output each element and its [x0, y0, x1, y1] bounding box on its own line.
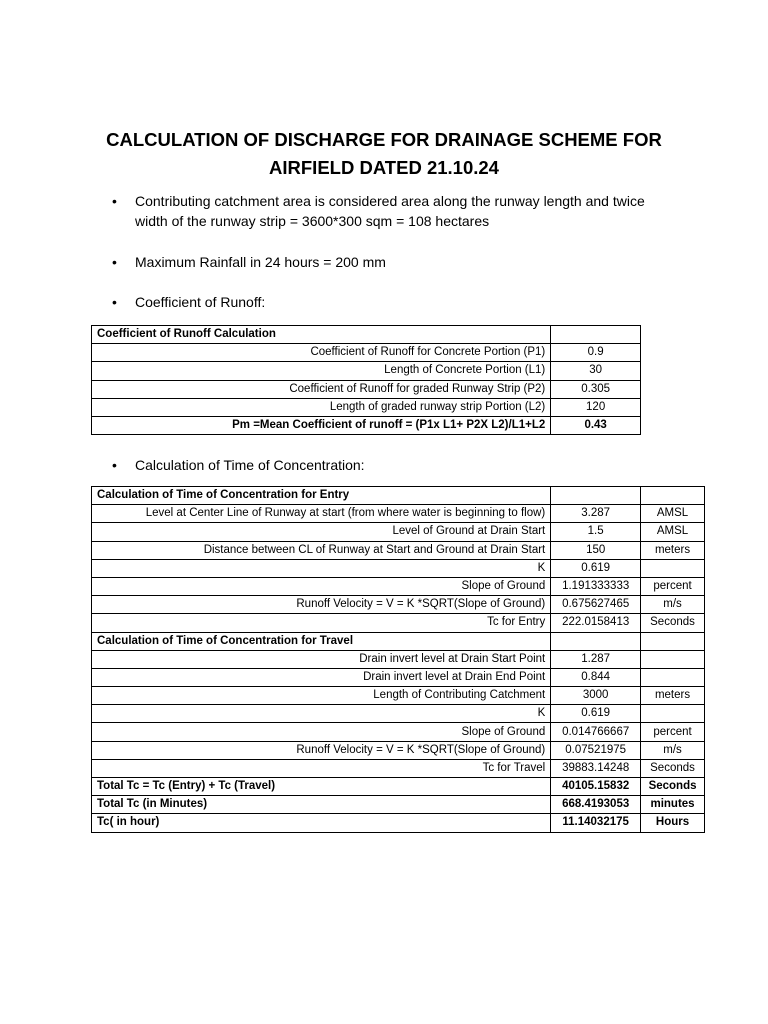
- row-value: 3.287: [551, 505, 641, 523]
- table-row: [92, 344, 641, 362]
- bullet-text-line: Maximum Rainfall in 24 hours = 200 mm: [135, 254, 386, 270]
- row-label: Pm =Mean Coefficient of runoff = (P1x L1+ P2X L2)/L1+L2: [92, 416, 551, 434]
- title-line-1: CALCULATION OF DISCHARGE FOR DRAINAGE SCHEME FOR: [106, 129, 662, 150]
- row-unit: meters: [641, 541, 705, 559]
- bullet-text-line: width of the runway strip = 3600*300 sqm = 108 hectares: [135, 213, 490, 229]
- table-row: [92, 650, 705, 668]
- title-line-2: AIRFIELD DATED 21.10.24: [269, 157, 499, 178]
- row-label: Length of graded runway strip Portion (L2): [92, 398, 551, 416]
- table-row: [92, 380, 641, 398]
- bullet-icon: •: [112, 193, 117, 209]
- table-row: [92, 759, 705, 777]
- row-value: 11.14032175: [551, 814, 641, 832]
- row-value: 1.191333333: [551, 577, 641, 595]
- row-value: 120: [551, 398, 641, 416]
- row-value: 668.4193053: [551, 796, 641, 814]
- row-unit: Seconds: [641, 614, 705, 632]
- row-label: Level of Ground at Drain Start: [92, 523, 551, 541]
- table-row: [92, 541, 705, 559]
- table-header: Calculation of Time of Concentration for Entry: [92, 487, 551, 505]
- table-row: [92, 559, 705, 577]
- row-label: Slope of Ground: [92, 577, 551, 595]
- row-label: Tc for Travel: [92, 759, 551, 777]
- runoff-coefficient-table: [91, 325, 641, 435]
- bullet-icon: •: [112, 457, 117, 473]
- row-label: K: [92, 559, 551, 577]
- row-value: 0.43: [551, 416, 641, 434]
- row-label: Tc for Entry: [92, 614, 551, 632]
- table-row: [92, 398, 641, 416]
- row-unit: [641, 705, 705, 723]
- row-label: Length of Concrete Portion (L1): [92, 362, 551, 380]
- row-value: 150: [551, 541, 641, 559]
- row-label: Coefficient of Runoff for Concrete Portion (P1): [92, 344, 551, 362]
- time-of-concentration-table: [91, 486, 705, 833]
- bullet-text-line: Contributing catchment area is considered area along the runway length and twice: [135, 193, 645, 209]
- table-row: [92, 523, 705, 541]
- table-header-row: [92, 632, 705, 650]
- row-unit: [641, 668, 705, 686]
- row-unit: m/s: [641, 741, 705, 759]
- row-value: 40105.15832: [551, 778, 641, 796]
- row-value: 0.844: [551, 668, 641, 686]
- row-label: Length of Contributing Catchment: [92, 687, 551, 705]
- table-row: [92, 741, 705, 759]
- row-value: 1.5: [551, 523, 641, 541]
- bullet-icon: •: [112, 294, 117, 310]
- row-unit: Seconds: [641, 759, 705, 777]
- row-label: K: [92, 705, 551, 723]
- row-label: Runoff Velocity = V = K *SQRT(Slope of Ground): [92, 741, 551, 759]
- row-unit: [641, 650, 705, 668]
- row-value: 3000: [551, 687, 641, 705]
- row-label: Drain invert level at Drain Start Point: [92, 650, 551, 668]
- row-unit: AMSL: [641, 505, 705, 523]
- row-unit: m/s: [641, 596, 705, 614]
- table-row: [92, 614, 705, 632]
- table-row: [92, 723, 705, 741]
- row-label: Total Tc = Tc (Entry) + Tc (Travel): [92, 778, 551, 796]
- table-row-mean-coefficient: [92, 416, 641, 434]
- row-value: 0.014766667: [551, 723, 641, 741]
- row-unit: minutes: [641, 796, 705, 814]
- table-row: [92, 362, 641, 380]
- table-header: Calculation of Time of Concentration for Travel: [92, 632, 551, 650]
- row-label: Tc( in hour): [92, 814, 551, 832]
- bullet-icon: •: [112, 254, 117, 270]
- row-value: 0.9: [551, 344, 641, 362]
- row-value: 30: [551, 362, 641, 380]
- row-value: 0.07521975: [551, 741, 641, 759]
- row-value: 0.619: [551, 559, 641, 577]
- row-unit: percent: [641, 577, 705, 595]
- row-value: 0.305: [551, 380, 641, 398]
- row-value: 222.0158413: [551, 614, 641, 632]
- document-title: [80, 126, 688, 182]
- row-value: 1.287: [551, 650, 641, 668]
- table-header-row: [92, 487, 705, 505]
- table-row-total: [92, 814, 705, 832]
- table-row: [92, 705, 705, 723]
- row-value: 39883.14248: [551, 759, 641, 777]
- table-header: Coefficient of Runoff Calculation: [92, 326, 551, 344]
- row-label: Distance between CL of Runway at Start and Ground at Drain Start: [92, 541, 551, 559]
- table-row: [92, 668, 705, 686]
- row-unit: Seconds: [641, 778, 705, 796]
- row-label: Runoff Velocity = V = K *SQRT(Slope of Ground): [92, 596, 551, 614]
- table-row-total: [92, 796, 705, 814]
- bullet-text-line: Coefficient of Runoff:: [135, 294, 266, 310]
- row-label: Total Tc (in Minutes): [92, 796, 551, 814]
- table-header-row: [92, 326, 641, 344]
- bullet-text-line: Calculation of Time of Concentration:: [135, 457, 365, 473]
- row-value: 0.675627465: [551, 596, 641, 614]
- table-row: [92, 687, 705, 705]
- row-label: Drain invert level at Drain End Point: [92, 668, 551, 686]
- row-label: Slope of Ground: [92, 723, 551, 741]
- row-unit: percent: [641, 723, 705, 741]
- table-row: [92, 596, 705, 614]
- table-row: [92, 505, 705, 523]
- row-unit: meters: [641, 687, 705, 705]
- table-row-total: [92, 778, 705, 796]
- row-label: Level at Center Line of Runway at start (from where water is beginning to flow): [92, 505, 551, 523]
- row-label: Coefficient of Runoff for graded Runway Strip (P2): [92, 380, 551, 398]
- row-unit: AMSL: [641, 523, 705, 541]
- row-value: 0.619: [551, 705, 641, 723]
- table-row: [92, 577, 705, 595]
- row-unit: [641, 559, 705, 577]
- row-unit: Hours: [641, 814, 705, 832]
